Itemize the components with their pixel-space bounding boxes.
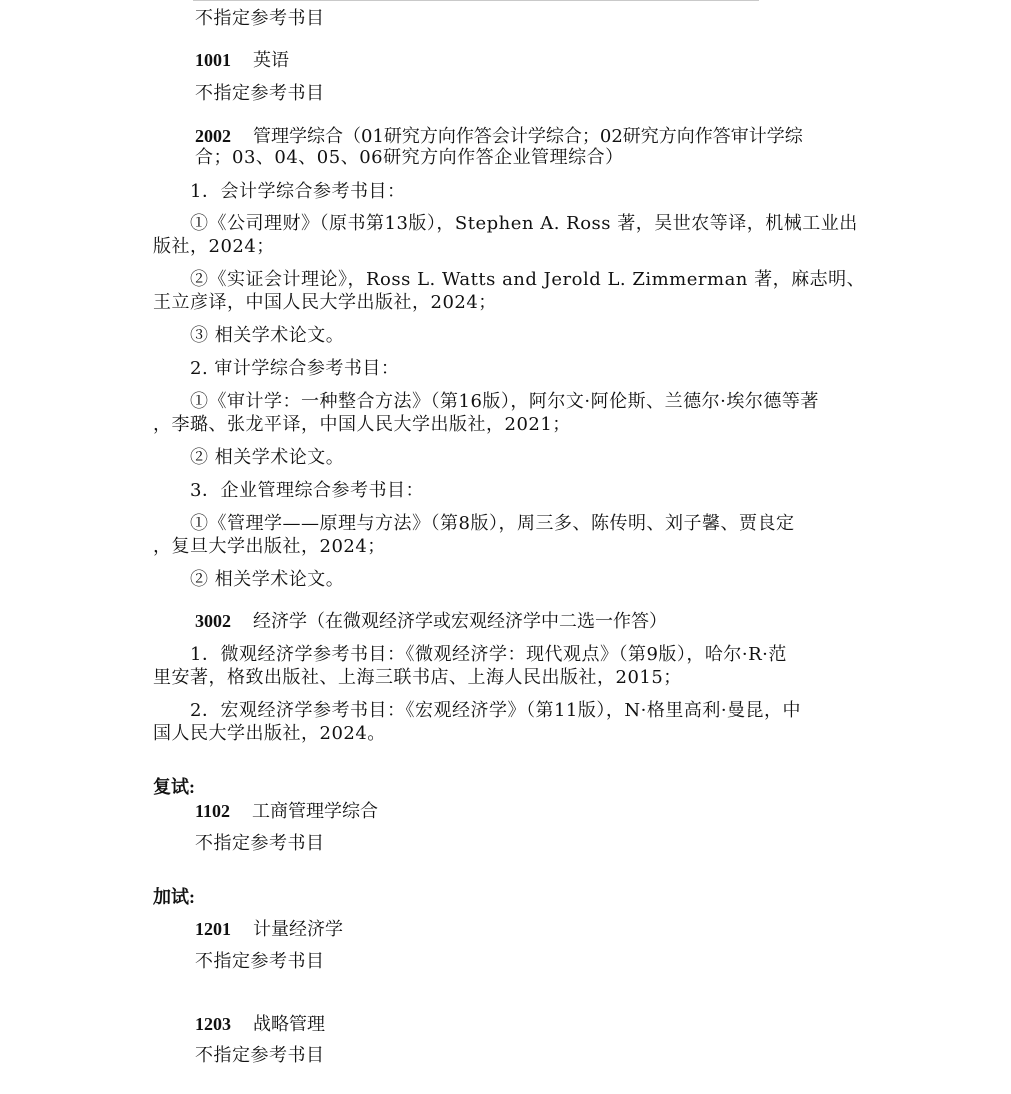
reference-line — [190, 324, 344, 348]
reference-line — [190, 479, 424, 503]
reference-line — [195, 832, 325, 856]
subject-code: 1203 — [195, 1014, 231, 1034]
reference-text: 合；03、04、05、06研究方向作答企业管理综合） — [195, 147, 624, 168]
section-heading-label: 复试: — [153, 777, 195, 797]
reference-text: ，李璐、张龙平译，中国人民大学出版社，2021； — [153, 414, 571, 435]
subject-code: 1001 — [195, 50, 231, 70]
exam-subject — [195, 48, 289, 73]
subject-title: 战略管理 — [253, 1014, 325, 1035]
reference-text: 不指定参考书目 — [195, 8, 325, 29]
reference-line — [190, 180, 405, 204]
reference-text: ①《管理学——原理与方法》（第8版），周三多、陈传明、刘子馨、贾良定 — [190, 513, 795, 534]
exam-subject — [195, 609, 667, 634]
reference-text: 3．企业管理综合参考书目： — [190, 480, 424, 501]
reference-line — [190, 643, 787, 667]
reference-text: 不指定参考书目 — [195, 1045, 325, 1066]
reference-line — [195, 146, 624, 170]
reference-line — [153, 291, 497, 315]
subject-title: 工商管理学综合 — [252, 801, 379, 822]
reference-line — [190, 212, 858, 236]
section-heading-label: 加试: — [153, 887, 195, 907]
reference-text: 1．微观经济学参考书目：《微观经济学：现代观点》（第9版），哈尔·R·范 — [190, 644, 787, 665]
reference-text: ①《审计学：一种整合方法》（第16版），阿尔文·阿伦斯、兰德尔·埃尔德等著 — [190, 391, 819, 412]
reference-text: 不指定参考书目 — [195, 83, 325, 104]
subject-code: 1201 — [195, 919, 231, 939]
reference-text: ② 相关学术论文。 — [190, 569, 345, 590]
subject-code: 3002 — [195, 611, 231, 631]
reference-line — [190, 699, 801, 723]
reference-line — [190, 446, 344, 470]
top-divider — [193, 0, 759, 1]
reference-text: 2. 审计学综合参考书目： — [190, 358, 400, 379]
reference-text: 里安著，格致出版社、上海三联书店、上海人民出版社，2015； — [153, 667, 682, 688]
reference-text: ，复旦大学出版社，2024； — [153, 536, 386, 557]
section-heading — [153, 885, 195, 910]
reference-line — [190, 390, 819, 414]
reference-line — [190, 568, 344, 592]
reference-text: ③ 相关学术论文。 — [190, 325, 345, 346]
reference-line — [153, 413, 571, 437]
reference-line — [195, 82, 325, 106]
reference-line — [153, 666, 682, 690]
reference-line — [153, 722, 386, 746]
exam-subject — [195, 1012, 325, 1037]
subject-title: 英语 — [253, 50, 289, 71]
reference-text: ②《实证会计理论》，Ross L. Watts and Jerold L. Zimmerman 著，麻志明、 — [190, 269, 866, 290]
reference-text: ①《公司理财》（原书第13版），Stephen A. Ross 著，吴世农等译，机械工业出 — [190, 213, 858, 234]
exam-subject — [195, 799, 378, 824]
reference-text: 2．宏观经济学参考书目：《宏观经济学》（第11版），N·格里高利·曼昆，中 — [190, 700, 802, 721]
exam-subject — [195, 917, 343, 942]
reference-text: 不指定参考书目 — [195, 833, 325, 854]
reference-line — [190, 512, 794, 536]
reference-line — [195, 7, 325, 31]
section-heading — [153, 775, 195, 800]
reference-text: 版社，2024； — [153, 236, 275, 257]
reference-text: 国人民大学出版社，2024。 — [153, 723, 386, 744]
subject-code: 2002 — [195, 126, 231, 146]
subject-title: 经济学（在微观经济学或宏观经济学中二选一作答） — [253, 611, 667, 632]
reference-text: 王立彦译，中国人民大学出版社，2024； — [153, 292, 497, 313]
reference-text: 不指定参考书目 — [195, 951, 325, 972]
reference-line — [153, 235, 275, 259]
reference-line — [190, 357, 399, 381]
subject-code: 1102 — [195, 801, 231, 821]
reference-line — [190, 268, 865, 292]
subject-title: 计量经济学 — [253, 919, 343, 940]
subject-title: 管理学综合（01研究方向作答会计学综合；02研究方向作答审计学综 — [253, 126, 803, 147]
reference-text: 1．会计学综合参考书目： — [190, 181, 406, 202]
reference-line — [195, 950, 325, 974]
reference-line — [153, 535, 386, 559]
reference-text: ② 相关学术论文。 — [190, 447, 345, 468]
reference-line — [195, 1044, 325, 1068]
